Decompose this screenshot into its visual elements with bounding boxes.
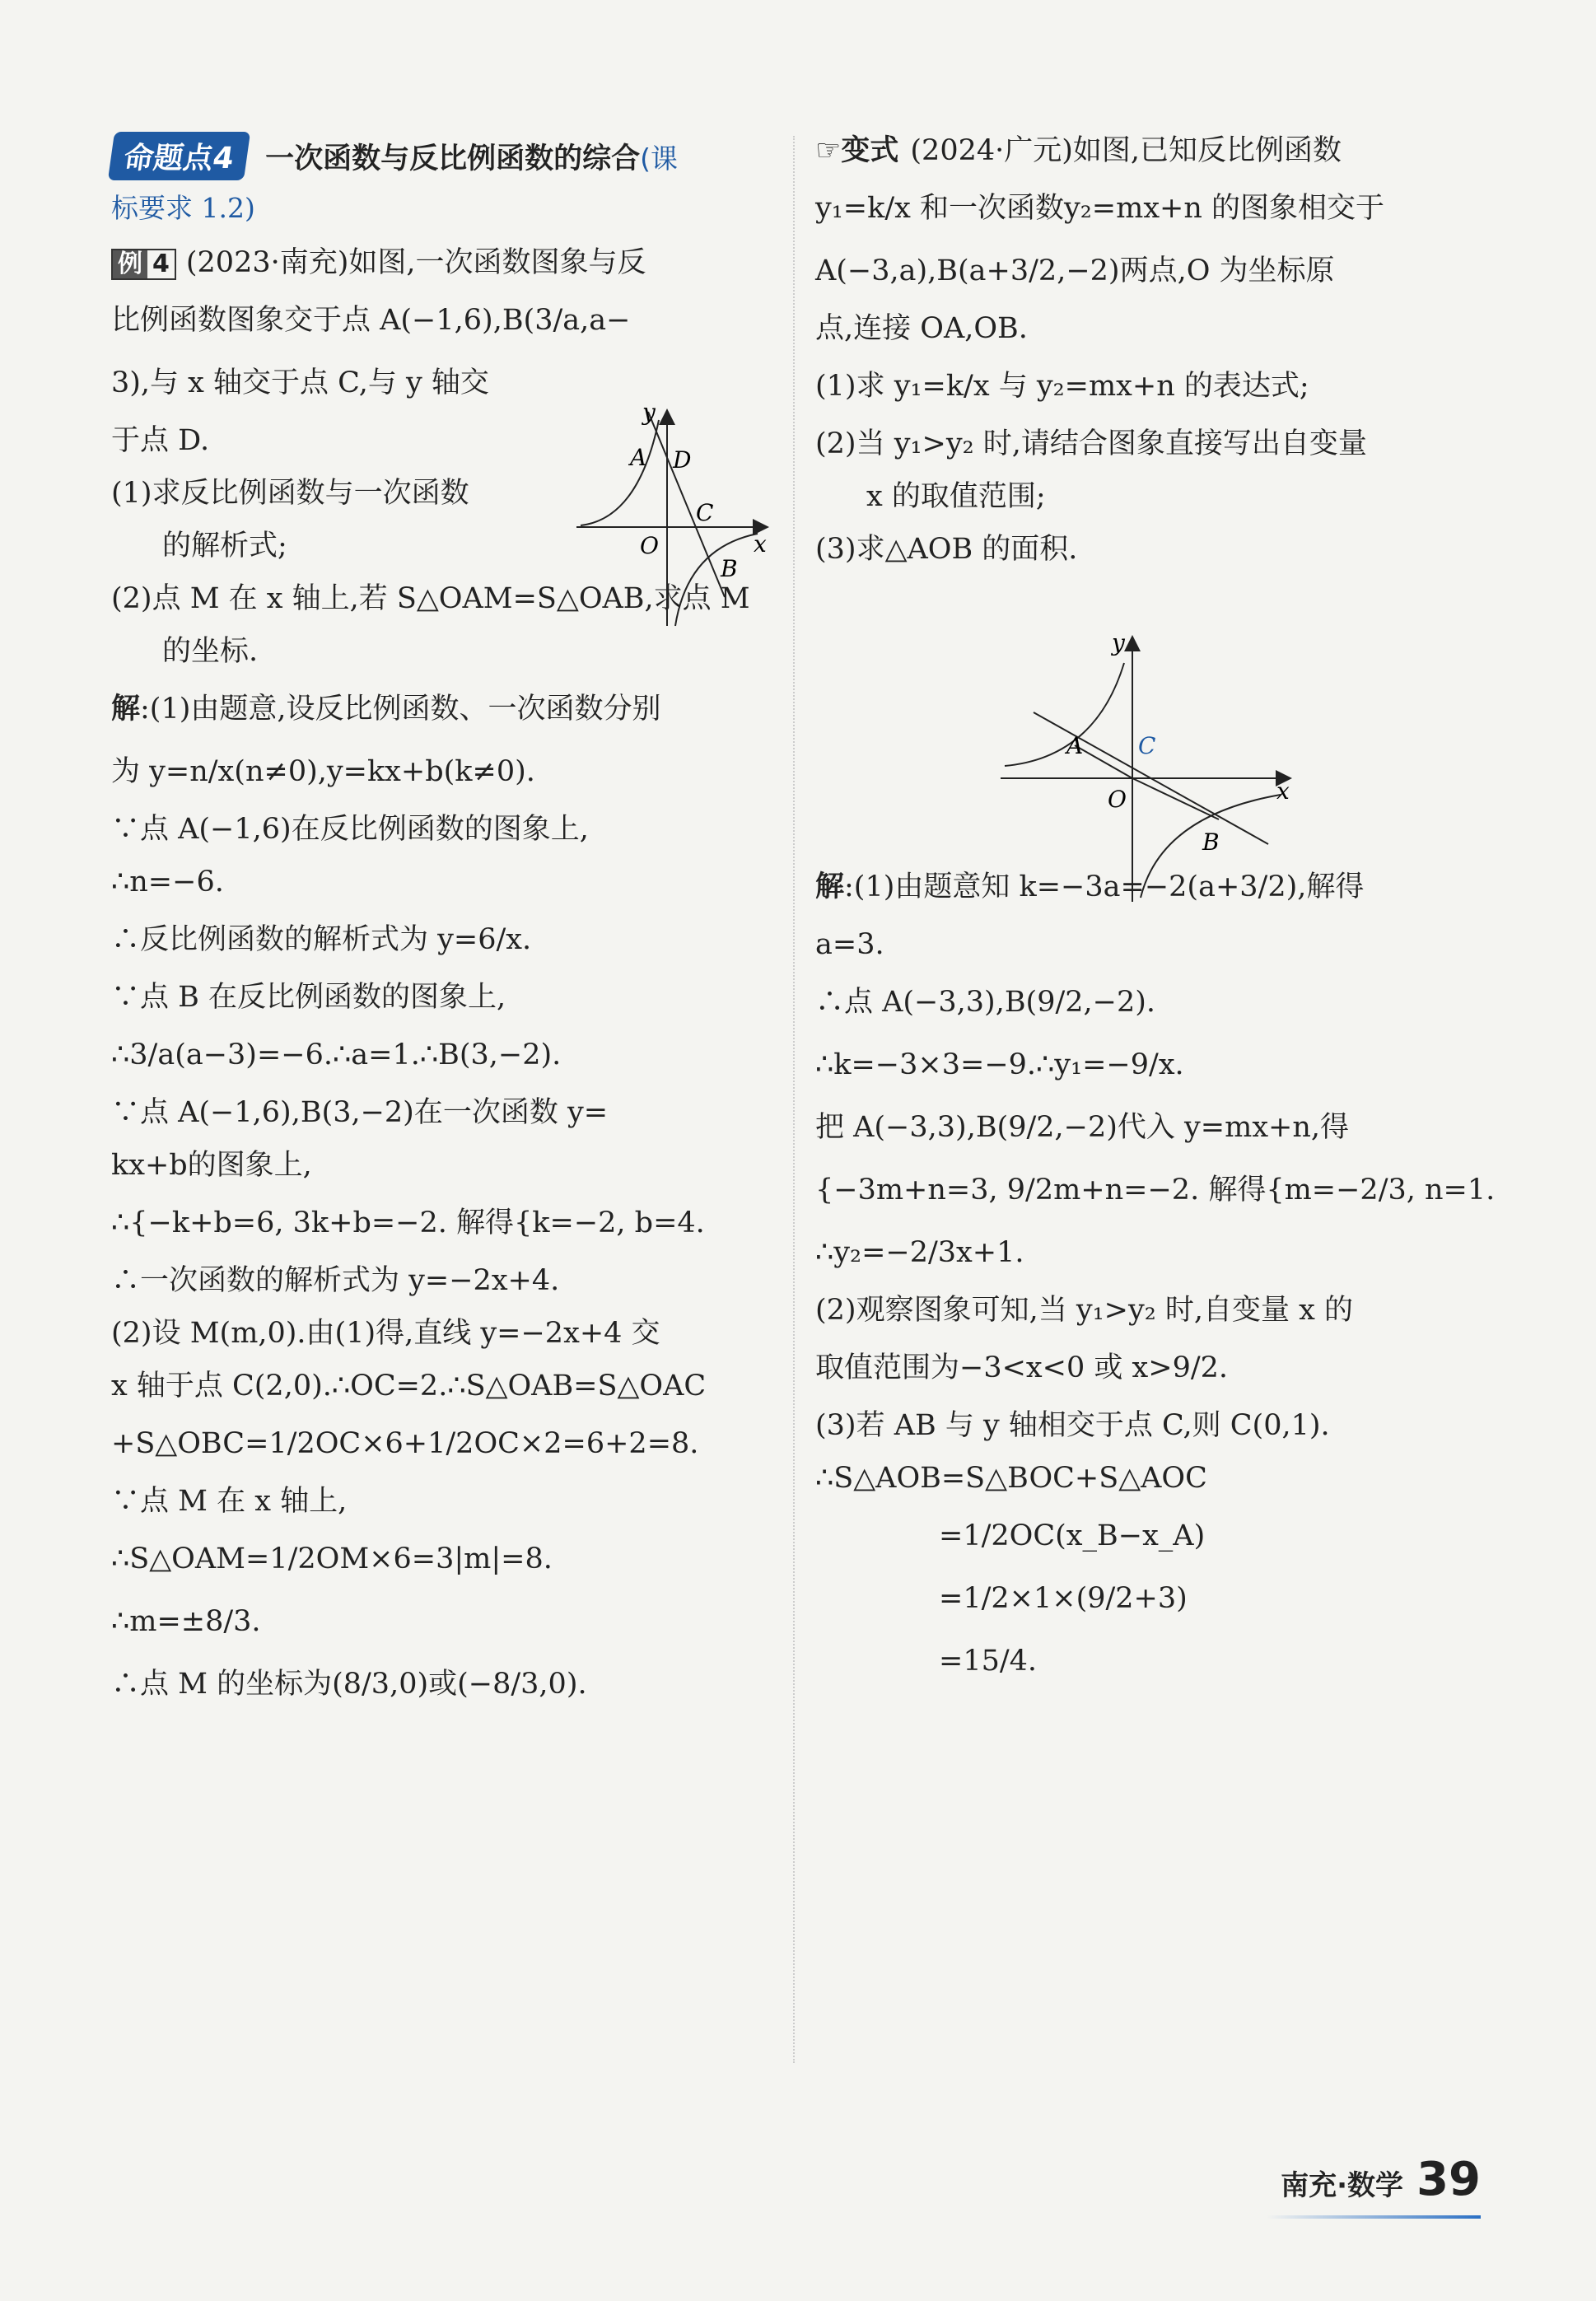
variant-line: x 的取值范围; [866,480,1046,513]
solution-line: ∴反比例函数的解析式为 y=6/x. [111,923,532,956]
footer-rule [1267,2215,1481,2219]
point-a-label: A [630,444,647,471]
example-graph [572,404,774,634]
topic-tag: 命题点4 [108,132,250,180]
solution-line: x 轴于点 C(2,0).∴OC=2.∴S△OAB=S△OAC [111,1370,707,1403]
solution-line: ∵点 M 在 x 轴上, [111,1485,348,1518]
solution-line: ∵点 B 在反比例函数的图象上, [111,981,506,1014]
x-axis-label: x [1276,777,1290,805]
section-title-suffix: (课 [640,142,678,175]
example-line [111,244,770,282]
variant-line: 点,连接 OA,OB. [815,312,1028,345]
column-divider [793,136,795,2063]
example-line: 的解析式; [162,530,287,562]
left-column [111,132,770,1723]
solution-line: ∴m=±8/3. [111,1605,261,1638]
solution-line: ∵点 A(−1,6),B(3,−2)在一次函数 y= [111,1096,609,1129]
example-line: 比例函数图象交于点 A(−1,6),B(3/a,a− [111,304,631,337]
solution-line: (2)设 M(m,0).由(1)得,直线 y=−2x+4 交 [111,1317,660,1350]
variant-label: ☞变式 [815,134,899,167]
solution-line: ∵点 A(−1,6)在反比例函数的图象上, [111,813,589,846]
page-footer [1281,2153,1481,2206]
origin-label: O [640,532,659,559]
y-axis-label: y [1112,634,1125,656]
solution-line: ∴k=−3×3=−9.∴y₁=−9/x. [815,1048,1184,1081]
solution-line: kx+b的图象上, [111,1149,312,1182]
solution-line: {−3m+n=3, 9/2m+n=−2. 解得{m=−2/3, n=1. [815,1174,1496,1207]
solution-label: 解 [815,870,845,903]
example-line: 3),与 x 轴交于点 C,与 y 轴交 [111,366,489,399]
solution-line: =1/2OC(x_B−x_A) [939,1519,1206,1552]
solution-line: ∴S△OAM=1/2OM×6=3|m|=8. [111,1543,553,1575]
example-line: (2)点 M 在 x 轴上,若 S△OAM=S△OAB,求点 M [111,582,750,615]
footer-title: 南充·数学 [1281,2169,1404,2202]
example-line: 于点 D. [111,424,210,457]
hyperbola-branch-upper [1005,663,1124,766]
section-heading [111,132,770,180]
solution-line [111,685,770,733]
variant-line [815,132,1482,170]
example-line: (1)求反比例函数与一次函数 [111,477,469,510]
solution-line: 为 y=n/x(n≠0),y=kx+b(k≠0). [111,755,535,788]
point-b-label: B [721,555,738,582]
variant-graph-svg [996,634,1301,906]
segment-ob [1132,778,1219,819]
variant-line: A(−3,a),B(a+3/2,−2)两点,O 为坐标原 [815,254,1335,287]
variant-line: (2)当 y₁>y₂ 时,请结合图象直接写出自变量 [815,427,1367,460]
solution-line: =1/2×1×(9/2+3) [939,1582,1188,1615]
hyperbola-branch-lower [675,534,758,626]
variant-line: (3)求△AOB 的面积. [815,533,1078,566]
solution-line: ∴点 A(−3,3),B(9/2,−2). [815,986,1156,1019]
point-c-label: C [1138,732,1156,759]
solution-label: 解 [111,692,141,726]
y-axis-label: y [642,404,656,426]
variant-line: (1)求 y₁=k/x 与 y₂=mx+n 的表达式; [815,370,1309,403]
variant-line: y₁=k/x 和一次函数y₂=mx+n 的图象相交于 [815,192,1385,225]
solution-line: ∴S△AOB=S△BOC+S△AOC [815,1462,1207,1495]
x-axis-label: x [754,530,767,558]
page-number: 39 [1416,2153,1481,2206]
solution-line: ∴3/a(a−3)=−6.∴a=1.∴B(3,−2). [111,1038,562,1071]
solution-line: ∴一次函数的解析式为 y=−2x+4. [111,1264,560,1297]
hyperbola-branch-upper [581,420,659,525]
point-b-label: B [1202,828,1220,856]
segment-oa [1075,745,1132,778]
solution-line: +S△OBC=1/2OC×6+1/2OC×2=6+2=8. [111,1427,699,1460]
solution-line: (3)若 AB 与 y 轴相交于点 C,则 C(0,1). [815,1409,1330,1442]
right-column [815,132,1496,1700]
origin-label: O [1108,786,1127,813]
solution-line: a=3. [815,928,884,961]
section-title-text: 一次函数与反比例函数的综合 [265,142,641,175]
point-a-label: A [1066,732,1084,759]
variant-graph [996,634,1301,906]
solution-line: ∴点 M 的坐标为(8/3,0)或(−8/3,0). [111,1668,587,1701]
solution-line: ∴{−k+b=6, 3k+b=−2. 解得{k=−2, b=4. [111,1207,705,1239]
solution-line: (2)观察图象可知,当 y₁>y₂ 时,自变量 x 的 [815,1294,1354,1327]
solution-line: ∴y₂=−2/3x+1. [815,1236,1024,1269]
point-c-label: C [696,499,714,526]
example-line: 的坐标. [162,635,259,668]
example-badge-right: 4 [152,250,170,278]
solution-line: ∴n=−6. [111,866,224,898]
section-title [265,136,678,177]
solution-line: 把 A(−3,3),B(9/2,−2)代入 y=mx+n,得 [815,1111,1350,1144]
variant-text: (2024·广元)如图,已知反比例函数 [910,134,1342,167]
solution-line: =15/4. [939,1645,1038,1678]
section-title-continuation: 标要求 1.2) [111,192,255,224]
example-badge [111,249,176,280]
example-text: (2023·南充)如图,一次函数图象与反 [185,246,646,279]
solution-line: 取值范围为−3<x<0 或 x>9/2. [815,1351,1229,1384]
example-badge-left: 例 [113,250,147,278]
solution-text: :(1)由题意知 k=−3a=−2(a+3/2),解得 [844,870,1365,903]
point-d-label: D [673,446,692,474]
example-graph-svg [572,404,774,634]
solution-text: :(1)由题意,设反比例函数、一次函数分别 [140,693,661,726]
